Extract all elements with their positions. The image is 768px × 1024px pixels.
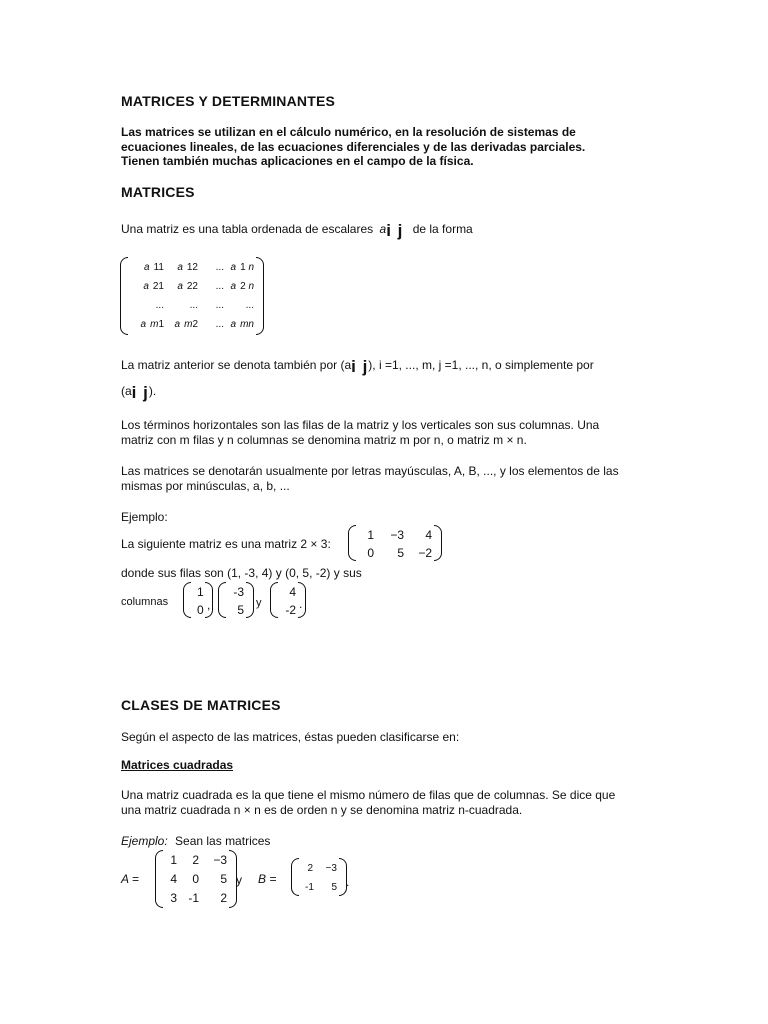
definition-line — [121, 222, 473, 238]
example-2-label: Ejemplo: — [121, 834, 168, 848]
example-matrix — [348, 525, 442, 561]
left-parenthesis — [291, 858, 299, 896]
matrix-cell: 1 — [367, 528, 374, 542]
denote-line — [121, 358, 594, 374]
denote-rest: ), i =1, ..., m, j =1, ..., n, o simplemente por — [368, 358, 594, 372]
general-matrix — [120, 257, 264, 335]
matrix-cell: 3 — [170, 890, 177, 905]
left-parenthesis — [218, 582, 226, 618]
matrix-cell: a mn — [230, 319, 254, 330]
symbol-ij: i j — [351, 357, 369, 376]
example-2-text: Sean las matrices — [175, 834, 271, 848]
matrix-cell: −2 — [418, 546, 432, 560]
matrix-cell: 1 — [197, 585, 204, 599]
matrix-b-label: B = — [258, 872, 277, 886]
matrix-cell: ... — [215, 300, 224, 311]
matrix-cell: -1 — [305, 882, 314, 893]
example-2-line — [121, 834, 270, 849]
column-vector-grid — [191, 582, 205, 618]
right-parenthesis — [434, 525, 442, 561]
rows-columns-paragraph: Los términos horizontales son las filas de la matriz y los verticales son sus columnas. Una matriz con m filas y n columnas se denomina matriz m por n, o matriz m × n. — [121, 418, 600, 447]
right-parenthesis — [256, 257, 264, 335]
left-parenthesis — [270, 582, 278, 618]
columns-end: . — [299, 597, 303, 611]
columns-and: y — [256, 597, 262, 609]
matrix-a-label: A = — [121, 872, 139, 886]
example-matrix-grid — [356, 525, 434, 561]
columns-label: columnas — [121, 596, 169, 608]
definition-text: Una matriz es una tabla ordenada de escalares — [121, 222, 374, 236]
matrix-cell: ... — [215, 319, 224, 330]
columns-separator: , — [207, 598, 211, 612]
matrix-cell: -1 — [188, 890, 199, 905]
matrix-cell: 5 — [220, 871, 227, 886]
matrix-cell: 2 — [192, 853, 199, 868]
left-parenthesis — [183, 582, 191, 618]
matrix-cell: a 1 n — [230, 262, 254, 273]
section-heading-clases: CLASES DE MATRICES — [121, 697, 281, 713]
rows-text: donde sus filas son (1, -3, 4) y (0, 5, -2) y sus — [121, 566, 362, 580]
matrix-cell: 2 — [307, 863, 313, 874]
matrix-cell: ... — [245, 300, 254, 311]
column-vector-2 — [218, 582, 254, 618]
notation-paragraph: Las matrices se denotarán usualmente por letras mayúsculas, A, B, ..., y los elementos de las mismas por minúsculas, a, b, ... — [121, 464, 619, 493]
matrix-cell: a 11 — [144, 262, 164, 273]
general-matrix-grid — [128, 257, 256, 335]
matrix-cell: 1 — [170, 853, 177, 868]
matrix-cell: a 2 n — [230, 281, 254, 292]
intro-paragraph: Las matrices se utilizan en el cálculo numérico, en la resolución de sistemas de ecuaciones lineales, de las ecuaciones diferenciales y de las derivadas parciales. Tienen también muchas aplicaciones en el campo de la física. — [121, 125, 586, 168]
matrix-cell: 5 — [237, 603, 244, 617]
page-title: MATRICES Y DETERMINANTES — [121, 93, 336, 109]
matrix-cell: ... — [155, 300, 164, 311]
symbol-ij: i j — [386, 221, 404, 240]
matrix-cell: −3 — [390, 528, 404, 542]
matrix-cell: 4 — [425, 528, 432, 542]
subheading-cuadradas: Matrices cuadradas — [121, 758, 234, 772]
matrix-cell: a 12 — [177, 262, 198, 273]
column-vector-grid — [278, 582, 298, 618]
matrix-cell: ... — [189, 300, 198, 311]
matrix-cell: a m1 — [140, 319, 164, 330]
matrix-cell: -2 — [285, 603, 296, 617]
matrix-a — [155, 850, 237, 908]
denote-text: La matriz anterior se denota también por (a — [121, 358, 352, 372]
definition-text-after: de la forma — [412, 222, 473, 236]
denote-line2-pre: (a — [121, 384, 132, 398]
denote-line2-post: ). — [148, 384, 157, 398]
matrix-cell: −3 — [213, 853, 227, 868]
matrix-cell: 2 — [220, 890, 227, 905]
matrix-cell: 4 — [170, 871, 177, 886]
left-parenthesis — [120, 257, 128, 335]
example-label: Ejemplo: — [121, 510, 168, 524]
matrix-cell: ... — [215, 281, 224, 292]
matrix-b — [291, 858, 350, 896]
right-parenthesis — [246, 582, 254, 618]
example-text: La siguiente matriz es una matriz 2 × 3: — [121, 537, 331, 551]
denote-line-2 — [121, 384, 156, 400]
and-label: y — [236, 873, 242, 887]
section-heading-matrices: MATRICES — [121, 184, 195, 200]
matrix-cell: -3 — [233, 585, 244, 599]
column-vector-grid — [226, 582, 246, 618]
matrix-cell: 0 — [197, 603, 204, 617]
matrix-cell: a m2 — [174, 319, 198, 330]
matrix-cell: 5 — [331, 882, 337, 893]
matrix-cell: 0 — [367, 546, 374, 560]
clases-paragraph: Según el aspecto de las matrices, éstas pueden clasificarse en: — [121, 730, 460, 744]
matrix-cell: a 21 — [143, 281, 164, 292]
matrix-cell: ... — [215, 262, 224, 273]
matrix-cell: a 22 — [177, 281, 198, 292]
matrix-b-end: . — [346, 875, 350, 889]
symbol-a: a — [379, 222, 387, 236]
matrix-b-grid — [299, 858, 339, 896]
matrix-cell: 4 — [289, 585, 296, 599]
left-parenthesis — [155, 850, 163, 908]
left-parenthesis — [348, 525, 356, 561]
symbol-ij: i j — [131, 383, 149, 402]
matrix-cell: −3 — [325, 863, 337, 874]
matrix-cell: 5 — [397, 546, 404, 560]
matrix-cell: 0 — [192, 871, 199, 886]
cuadradas-paragraph: Una matriz cuadrada es la que tiene el mismo número de filas que de columnas. Se dice que una matriz cuadrada n × n es de orden n y se denomina matriz n-cuadrada. — [121, 788, 616, 817]
matrix-a-grid — [163, 850, 229, 908]
